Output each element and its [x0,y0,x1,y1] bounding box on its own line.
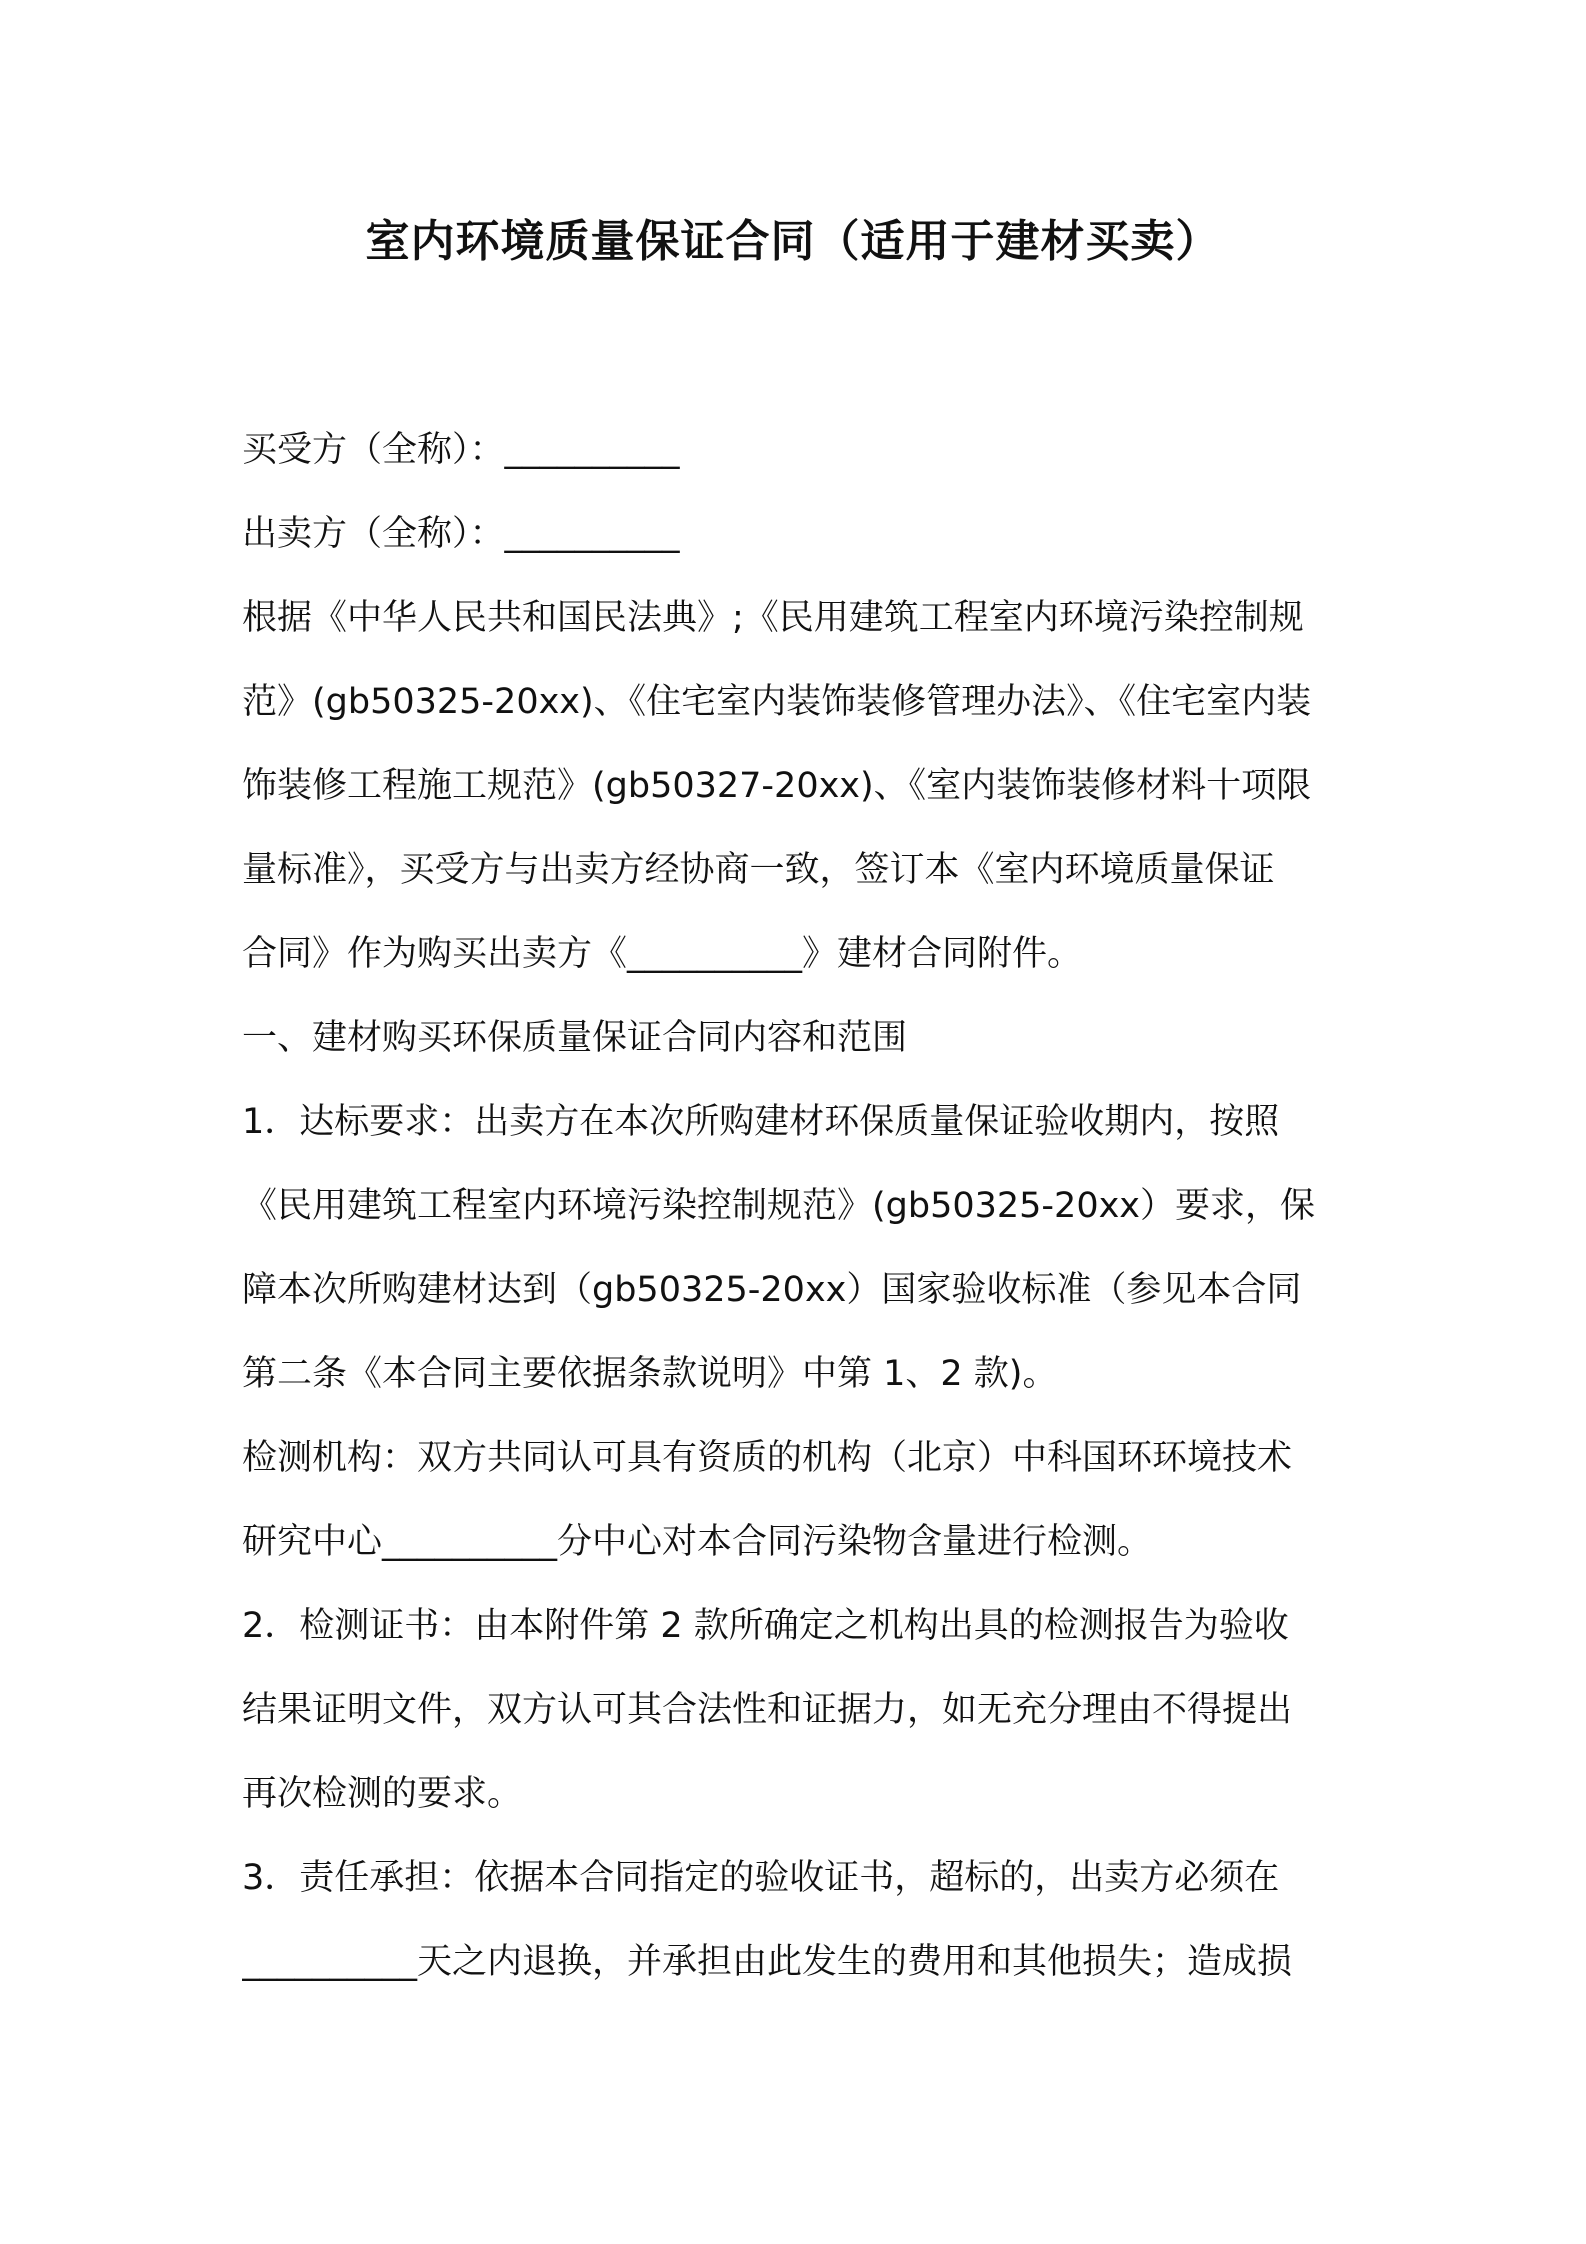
preamble-line: 量标准》，买受方与出卖方经协商一致，签订本《室内环境质量保证 [242,850,1275,890]
clause-line: 2．检测证书：由本附件第 2 款所确定之机构出具的检测报告为验收 [242,1606,1289,1646]
preamble-line: 合同》作为购买出卖方《__________》建材合同附件。 [242,934,1083,974]
clause-line: 检测机构：双方共同认可具有资质的机构（北京）中科国环环境技术 [242,1438,1293,1478]
clause-line: 再次检测的要求。 [242,1774,523,1814]
section-heading: 一、建材购买环保质量保证合同内容和范围 [242,1018,908,1058]
clause-line: 研究中心__________分中心对本合同污染物含量进行检测。 [242,1522,1153,1562]
clause-line: 1．达标要求：出卖方在本次所购建材环保质量保证验收期内，按照 [242,1102,1280,1142]
clause-line: 3．责任承担：依据本合同指定的验收证书，超标的，出卖方必须在 [242,1858,1280,1898]
clause-line: __________天之内退换，并承担由此发生的费用和其他损失；造成损 [242,1942,1293,1982]
preamble-line: 范》(gb50325-20xx)、《住宅室内装饰装修管理办法》、《住宅室内装 [242,682,1312,722]
page-title: 室内环境质量保证合同（适用于建材买卖） [365,216,1221,267]
buyer-line: 买受方（全称）：__________ [242,430,680,470]
preamble-line: 根据《中华人民共和国民法典》;《民用建筑工程室内环境污染控制规 [242,598,1304,638]
clause-line: 《民用建筑工程室内环境污染控制规范》(gb50325-20xx）要求，保 [242,1186,1316,1226]
contract-body [242,408,1352,2004]
preamble-line: 饰装修工程施工规范》(gb50327-20xx)、《室内装饰装修材料十项限 [242,766,1312,806]
seller-line: 出卖方（全称）：__________ [242,514,680,554]
clause-line: 障本次所购建材达到（gb50325-20xx）国家验收标准（参见本合同 [242,1270,1302,1310]
clause-line: 结果证明文件，双方认可其合法性和证据力，如无充分理由不得提出 [242,1690,1293,1730]
clause-line: 第二条《本合同主要依据条款说明》中第 1、2 款)。 [242,1354,1058,1394]
